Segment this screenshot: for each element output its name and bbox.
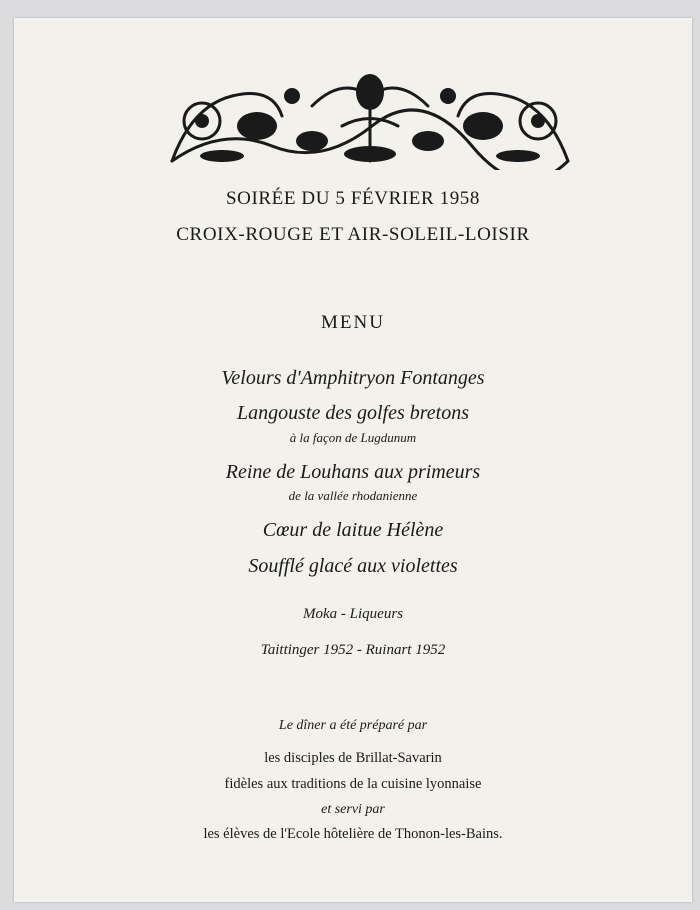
credits-tradition: fidèles aux traditions de la cuisine lyonnaise [224, 776, 482, 792]
credits-served: et servi par [321, 802, 385, 817]
dish-2-detail: à la façon de Lugdunum [289, 430, 417, 445]
credits-school: les élèves de l'Ecole hôtelière de Thonon-les-Bains. [203, 826, 503, 842]
dish-4: Cœur de laitue Hélène [262, 519, 444, 541]
organizers: CROIX-ROUGE ET AIR-SOLEIL-LOISIR [176, 224, 530, 245]
dish-3-detail: de la vallée rhodanienne [288, 488, 418, 503]
coffee-liqueurs: Moka - Liqueurs [303, 606, 403, 622]
dish-5: Soufflé glacé aux violettes [248, 555, 458, 577]
dish-3: Reine de Louhans aux primeurs [225, 461, 481, 483]
dish-2: Langouste des golfes bretons [236, 402, 470, 424]
champagnes: Taittinger 1952 - Ruinart 1952 [260, 642, 446, 658]
menu-card [14, 18, 692, 902]
credits-intro: Le dîner a été préparé par [278, 718, 428, 733]
credits-chefs: les disciples de Brillat-Savarin [264, 750, 442, 766]
dish-1: Velours d'Amphitryon Fontanges [221, 367, 485, 389]
menu-heading: MENU [321, 312, 385, 333]
event-title: SOIRÉE DU 5 FÉVRIER 1958 [225, 188, 480, 209]
baroque-ornament-icon [162, 66, 578, 170]
